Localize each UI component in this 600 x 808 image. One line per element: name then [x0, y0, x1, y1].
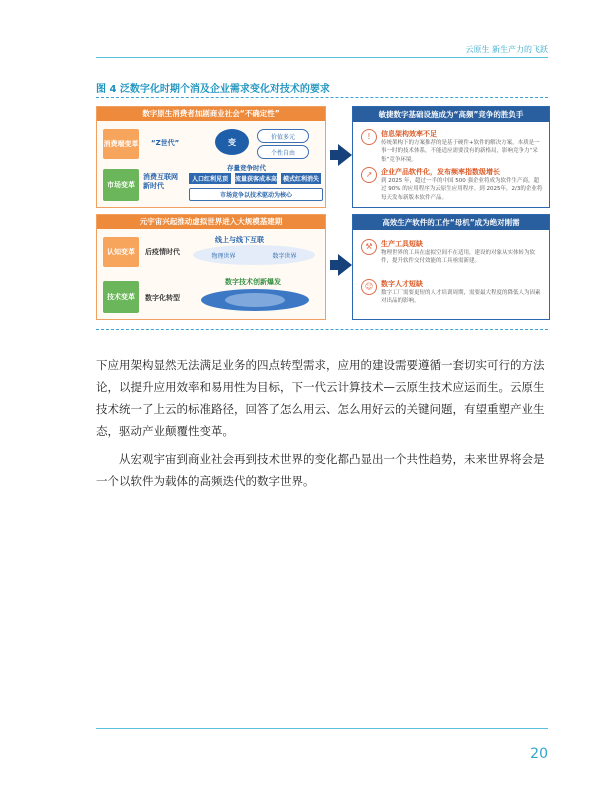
panel-header: 元宇宙兴起推动虚拟世界进入大规模基建期 [97, 215, 325, 229]
header-title: 云原生 新生产力的飞跃 [465, 45, 548, 54]
item-title: 数字人才短缺 [381, 280, 423, 288]
item-title: 信息架构效率不足 [381, 130, 437, 138]
figure-top-dashed-line [96, 97, 548, 98]
body-paragraph: 从宏观宇宙到商业社会再到技术世界的变化都凸显出一个共性趋势，未来世界将会是一个以软件为载体的高频迭代的数字世界。 [96, 452, 545, 488]
figure-title: 图 4 泛数字化时期个消及企业需求变化对技术的要求 [96, 84, 330, 95]
stock-competition-title: 存量竞争时代 [227, 164, 266, 172]
footer-divider [96, 728, 548, 729]
page-number: 20 [530, 746, 548, 762]
panel-agile-infra [352, 106, 550, 208]
post-pandemic-label: 后疫情时代 [145, 248, 180, 256]
box-model-dividend: 模式红利消失 [281, 173, 321, 184]
item-title: 企业产品软件化，发布频率指数级增长 [381, 168, 500, 176]
header-divider [96, 57, 548, 58]
talent-shortage-item [361, 279, 543, 313]
figure-diagram [96, 100, 548, 324]
tag-consumer-change: 消费端变革 [103, 129, 139, 159]
box-traffic-cost: 流量获客成本高 [235, 173, 277, 184]
arrow-right-icon [338, 144, 352, 166]
personal-freedom-pill: 个性自由 [257, 145, 309, 159]
box-demographic-dividend: 人口红利见顶 [189, 173, 231, 184]
figure-bottom-dashed-line [96, 329, 548, 330]
panel-header: 敏捷数字基础设施成为“高频”竞争的胜负手 [353, 107, 549, 122]
panel-consumer-uncertainty [96, 106, 326, 208]
item-desc: 物理世界的工具在虚拟空间不在适用，建设的对象从实体转为软件，提升软件交付效能的工具亟需新建。 [381, 250, 536, 265]
gen-z-label: “Z世代” [151, 139, 180, 147]
tag-tech-change: 技术变革 [103, 281, 139, 313]
change-circle: 变 [215, 129, 249, 155]
digital-world-label: 数字世界 [272, 252, 297, 260]
tools-shortage-item [361, 239, 543, 273]
tech-driven-core: 市场竞争以技术驱动为核心 [189, 188, 323, 201]
warning-icon: ! [361, 129, 377, 145]
innovation-burst-title: 数字技术创新爆发 [225, 278, 281, 286]
consumer-internet-label: 消费互联网新时代 [143, 173, 178, 191]
tool-icon: ⚒ [361, 239, 377, 255]
panel-software-mother-machine [352, 214, 550, 320]
item-desc: 到 2025 年，超过一半的中国 500 强企业将成为软件生产商，超过 90% 的应用程序为云原生应用程序。到 2025年，2/3的企业将每天发布新版本软件产品。 [381, 178, 543, 201]
panel-header: 高效生产软件的工作“母机”成为绝对刚需 [353, 215, 549, 230]
physical-world-label: 物理世界 [211, 252, 236, 260]
value-diverse-pill: 价值多元 [257, 129, 309, 143]
item-desc: 传统架构下的方案推荐的是基于硬件+软件的解决方案，本质是一事一时的技术体系，不能适应需要没有的新格局，影响竞争力“采集”竞争环境。 [381, 140, 540, 163]
world-ellipse [193, 245, 315, 265]
info-arch-item [361, 129, 543, 165]
arrow-body-top [330, 150, 338, 160]
person-icon: ☺ [361, 279, 377, 295]
panel-metaverse [96, 214, 326, 320]
panel-header: 数字原生消费者加剧商业社会“不确定性” [97, 107, 325, 121]
tag-cognitive-change: 认知变革 [103, 237, 139, 267]
software-release-item [361, 167, 543, 203]
online-offline-title: 线上与线下互联 [215, 236, 264, 244]
body-paragraph: 下应用架构显然无法满足业务的四点转型需求，应用的建设需要遵循一套切实可行的方法论，以提升应用效率和易用性为目标，下一代云计算技术—云原生技术应运而生。云原生技术统一了上云的标准路径，回答了怎么用云、怎么用好云的关键问题，有望重塑产业生态，驱动产业颠覆性变革。 [96, 358, 545, 438]
chart-icon: ↗ [361, 167, 377, 183]
arrow-right-icon [338, 254, 352, 276]
digital-transformation-label: 数字化转型 [145, 294, 180, 302]
item-desc: 数字工厂需要更短的人才培训周期，需要最大程度的降低人为因素对出品的影响。 [381, 290, 541, 305]
item-title: 生产工具短缺 [381, 240, 423, 248]
arrow-body-bottom [330, 260, 338, 270]
tag-market-change: 市场变革 [103, 169, 139, 201]
innovation-ellipse-inner [225, 293, 285, 307]
